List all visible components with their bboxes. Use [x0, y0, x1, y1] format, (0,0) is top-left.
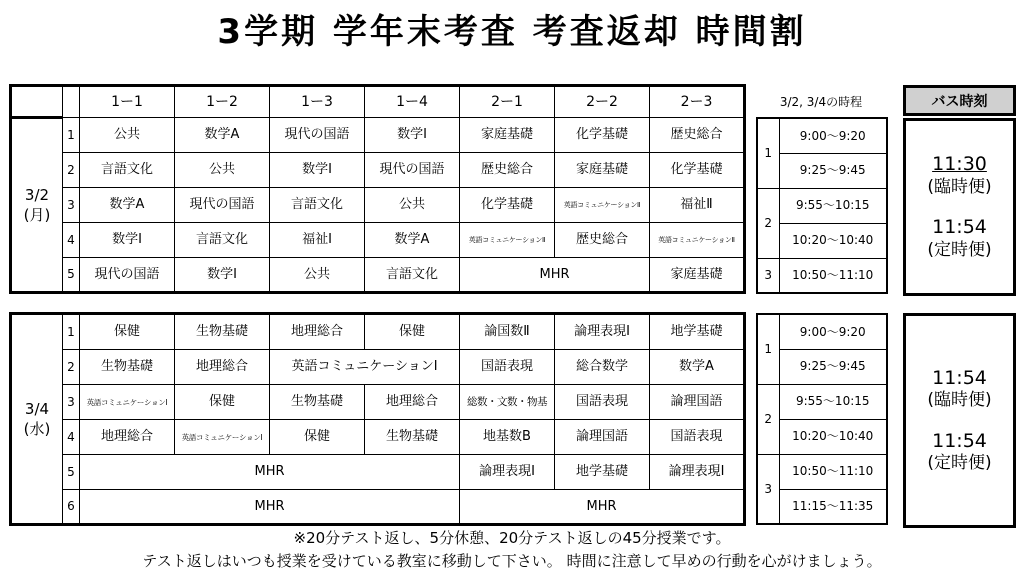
class-header: 1ー3: [270, 86, 365, 118]
subject-cell-merged: 英語コミュニケーションⅠ: [270, 350, 460, 385]
day-date: 3/2: [24, 185, 50, 204]
subject-cell: 地理総合: [270, 314, 365, 350]
bus-box-day1: [903, 118, 1016, 296]
subject-cell: 福祉Ⅰ: [270, 223, 365, 258]
time-schedule-day2: [756, 313, 888, 525]
time-range: 9:00～9:20: [779, 314, 887, 349]
subject-cell: 論国数Ⅱ: [460, 314, 555, 350]
table-row: [11, 490, 745, 525]
subject-cell: 数学A: [365, 223, 460, 258]
subject-cell: 歴史総合: [650, 118, 745, 153]
table-row: [11, 385, 745, 420]
subject-cell: 地学基礎: [555, 455, 650, 490]
subject-cell: 家庭基礎: [555, 153, 650, 188]
table-row: [11, 420, 745, 455]
subject-cell: 現代の国語: [80, 258, 175, 293]
subject-cell: 家庭基礎: [650, 258, 745, 293]
subject-cell: 数学Ⅰ: [175, 258, 270, 293]
subject-cell: 国語表現: [555, 385, 650, 420]
table-row: [11, 188, 745, 223]
footer-note-2: テスト返しはいつも授業を受けている教室に移動して下さい。 時間に注意して早めの行動を心がけましょう。: [142, 552, 882, 570]
time-slot-number: 1: [757, 314, 779, 384]
subject-cell: 公共: [365, 188, 460, 223]
subject-cell: 地理総合: [80, 420, 175, 455]
bus-type: (定時便): [927, 239, 992, 260]
bus-type: (臨時便): [927, 390, 992, 411]
day-label: [11, 314, 63, 525]
table-row: [757, 454, 887, 489]
time-range: 10:50～11:10: [779, 454, 887, 489]
table-row: [757, 314, 887, 349]
subject-cell-merged: MHR: [80, 490, 460, 525]
bus-box-day2: [903, 313, 1016, 528]
subject-cell: 数学A: [80, 188, 175, 223]
subject-cell: 生物基礎: [365, 420, 460, 455]
period-number: 3: [63, 188, 80, 223]
subject-cell: 数学Ⅰ: [80, 223, 175, 258]
bus-time: 11:54: [932, 429, 987, 452]
period-number: 3: [63, 385, 80, 420]
time-slot-number: 3: [757, 454, 779, 524]
table-row: [757, 118, 887, 153]
time-range: 9:25～9:45: [779, 349, 887, 384]
subject-cell: 論理表現Ⅰ: [555, 314, 650, 350]
subject-cell: 生物基礎: [175, 314, 270, 350]
period-number: 6: [63, 490, 80, 525]
period-number: 2: [63, 350, 80, 385]
time-range: 9:25～9:45: [779, 153, 887, 188]
bus-time: 11:54: [932, 216, 987, 238]
subject-cell: 保健: [80, 314, 175, 350]
bus-header: バス時刻: [903, 85, 1016, 116]
subject-cell: 数学A: [175, 118, 270, 153]
subject-cell: 地理総合: [175, 350, 270, 385]
subject-cell-merged: MHR: [460, 490, 745, 525]
subject-cell: 公共: [175, 153, 270, 188]
time-range: 9:55～10:15: [779, 384, 887, 419]
time-range: 10:20～10:40: [779, 223, 887, 258]
subject-cell: 英語コミュニケーションⅠ: [175, 420, 270, 455]
subject-cell: 英語コミュニケーションⅡ: [650, 223, 745, 258]
subject-cell: 歴史総合: [555, 223, 650, 258]
day-date: 3/4: [24, 399, 50, 418]
subject-cell: 家庭基礎: [460, 118, 555, 153]
subject-cell: 保健: [270, 420, 365, 455]
subject-cell: 化学基礎: [555, 118, 650, 153]
subject-cell: 地理総合: [365, 385, 460, 420]
period-number: 4: [63, 420, 80, 455]
class-header-row: [11, 86, 745, 118]
subject-cell: 保健: [365, 314, 460, 350]
table-row: [757, 384, 887, 419]
day-weekday: (水): [23, 420, 51, 438]
subject-cell: 英語コミュニケーションⅠ: [80, 385, 175, 420]
period-number: 4: [63, 223, 80, 258]
corner-cell: [63, 86, 80, 118]
bus-time: 11:30: [932, 153, 987, 175]
subject-cell: 言語文化: [365, 258, 460, 293]
table-row: [11, 223, 745, 258]
subject-cell: 言語文化: [80, 153, 175, 188]
subject-cell: 言語文化: [270, 188, 365, 223]
subject-cell: 数学A: [650, 350, 745, 385]
subject-cell: 国語表現: [650, 420, 745, 455]
table-row: [11, 455, 745, 490]
subject-cell: 公共: [270, 258, 365, 293]
table-row: [11, 153, 745, 188]
subject-cell-merged: MHR: [460, 258, 650, 293]
subject-cell: 現代の国語: [270, 118, 365, 153]
bus-type: (臨時便): [927, 176, 992, 197]
subject-cell: 生物基礎: [270, 385, 365, 420]
period-number: 1: [63, 118, 80, 153]
time-range: 9:55～10:15: [779, 188, 887, 223]
subject-cell: 数学Ⅰ: [270, 153, 365, 188]
table-row: [11, 118, 745, 153]
time-range: 10:50～11:10: [779, 258, 887, 293]
period-number: 1: [63, 314, 80, 350]
subject-cell: 現代の国語: [175, 188, 270, 223]
table-row: [11, 258, 745, 293]
subject-cell: 論理表現Ⅰ: [460, 455, 555, 490]
subject-cell: 地基数B: [460, 420, 555, 455]
subject-cell: 地学基礎: [650, 314, 745, 350]
time-schedule-day1: [756, 117, 888, 294]
subject-cell: 論理表現Ⅰ: [650, 455, 745, 490]
time-slot-number: 1: [757, 118, 779, 188]
time-range: 9:00～9:20: [779, 118, 887, 153]
subject-cell: 数学Ⅰ: [365, 118, 460, 153]
subject-cell: 化学基礎: [460, 188, 555, 223]
subject-cell: 現代の国語: [365, 153, 460, 188]
subject-cell: 福祉Ⅱ: [650, 188, 745, 223]
class-header: 1ー1: [80, 86, 175, 118]
table-row: [757, 188, 887, 223]
corner-cell: [11, 86, 63, 118]
subject-cell: 生物基礎: [80, 350, 175, 385]
class-header: 2ー3: [650, 86, 745, 118]
day-label: [11, 118, 63, 293]
timetable-day1: [9, 84, 746, 294]
subject-cell: 総数・文数・物基: [460, 385, 555, 420]
subject-cell-merged: MHR: [80, 455, 460, 490]
bus-time: 11:54: [932, 366, 987, 389]
subject-cell: 英語コミュニケーションⅡ: [460, 223, 555, 258]
schedule-label: 3/2, 3/4の時程: [779, 95, 863, 109]
period-number: 5: [63, 455, 80, 490]
subject-cell: 言語文化: [175, 223, 270, 258]
subject-cell: 英語コミュニケーションⅡ: [555, 188, 650, 223]
time-slot-number: 2: [757, 188, 779, 258]
period-number: 2: [63, 153, 80, 188]
time-range: 10:20～10:40: [779, 419, 887, 454]
table-row: [757, 258, 887, 293]
time-slot-number: 3: [757, 258, 779, 293]
class-header: 2ー1: [460, 86, 555, 118]
table-row: [11, 314, 745, 350]
footer-note-1: ※20分テスト返し、5分休憩、20分テスト返しの45分授業です。: [293, 529, 731, 547]
subject-cell: 歴史総合: [460, 153, 555, 188]
timetable-day2: [9, 312, 746, 526]
subject-cell: 論理国語: [555, 420, 650, 455]
subject-cell: 論理国語: [650, 385, 745, 420]
class-header: 1ー2: [175, 86, 270, 118]
day-weekday: (月): [23, 206, 51, 224]
time-range: 11:15～11:35: [779, 489, 887, 524]
class-header: 2ー2: [555, 86, 650, 118]
subject-cell: 国語表現: [460, 350, 555, 385]
page-title: 3学期 学年末考査 考査返却 時間割: [217, 12, 807, 52]
bus-type: (定時便): [927, 453, 992, 474]
period-number: 5: [63, 258, 80, 293]
subject-cell: 総合数学: [555, 350, 650, 385]
subject-cell: 公共: [80, 118, 175, 153]
class-header: 1ー4: [365, 86, 460, 118]
time-slot-number: 2: [757, 384, 779, 454]
subject-cell: 保健: [175, 385, 270, 420]
subject-cell: 化学基礎: [650, 153, 745, 188]
table-row: [11, 350, 745, 385]
